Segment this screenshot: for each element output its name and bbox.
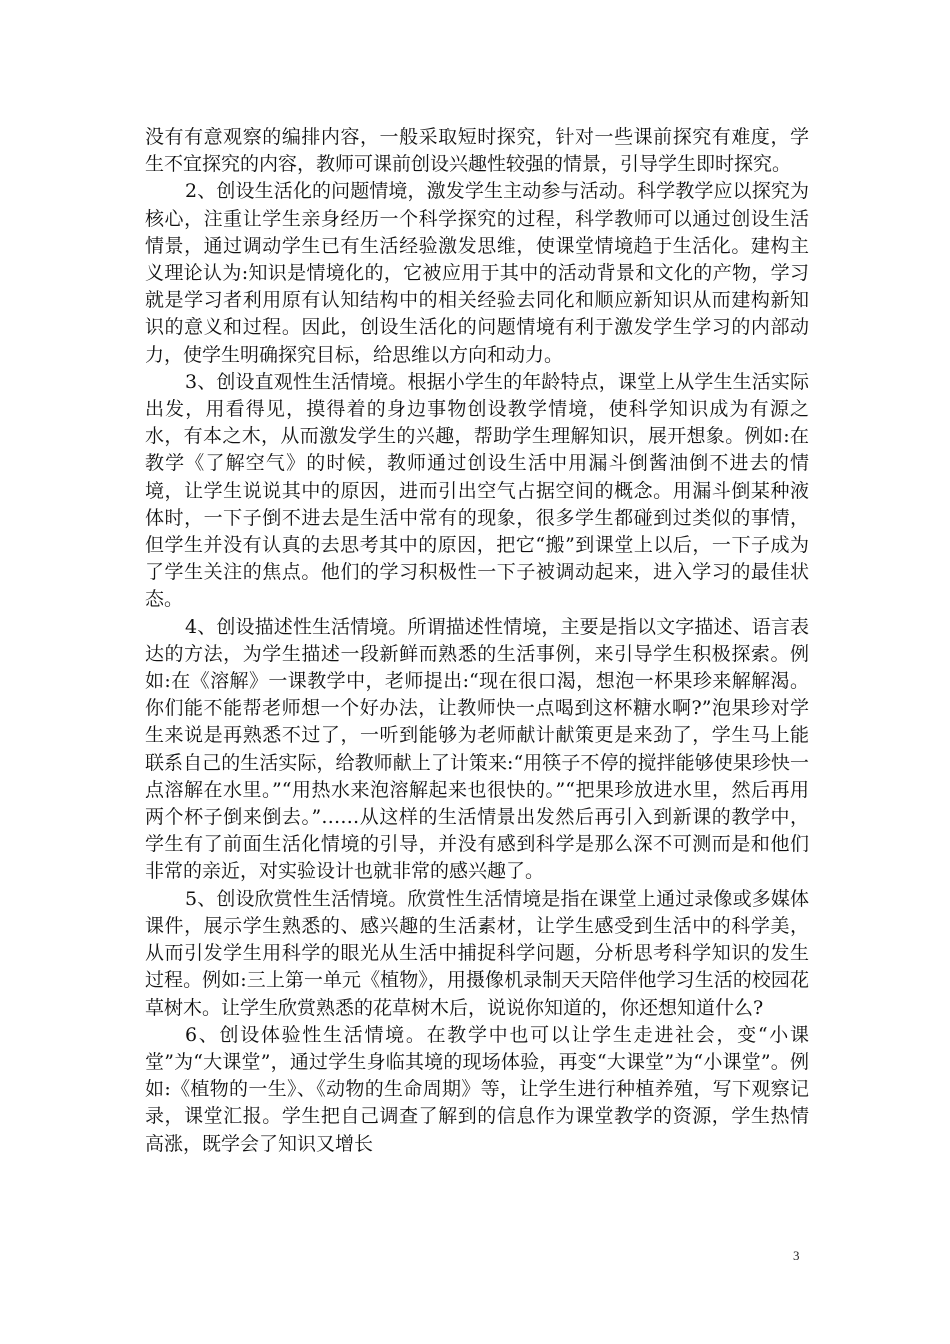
page-number: 3: [793, 1248, 800, 1263]
paragraph-2-life-problem-situation: 2、创设生活化的问题情境，激发学生主动参与活动。科学教学应以探究为核心，注重让学生亲身经历一个科学探究的过程，科学教师可以通过创设生活情景，通过调动学生已有生活经验激发思维，使课堂情境趋于生活化。建构主义理论认为:知识是情境化的，它被应用于其中的活动背景和文化的产物，学习就是学习者利用原有认知结构中的相关经验去同化和顺应新知识从而建构新知识的意义和过程。因此，创设生活化的问题情境有利于激发学生学习的内部动力，使学生明确探究目标，给思维以方向和动力。: [145, 180, 809, 366]
paragraph-6-experiential-situation: 6、创设体验性生活情境。在教学中也可以让学生走进社会，变“小课堂”为“大课堂”，通过学生身临其境的现场体验，再变“大课堂”为“小课堂”。例如:《植物的一生》、《动物的生命周期》等，让学生进行种植养殖，写下观察记录，课堂汇报。学生把自己调查了解到的信息作为课堂教学的资源，学生热情高涨，既学会了知识又增长: [145, 1023, 809, 1155]
document-body: [145, 124, 809, 1158]
paragraph-4-descriptive-situation: 4、创设描述性生活情境。所谓描述性情境，主要是指以文字描述、语言表达的方法，为学生描述一段新鲜而熟悉的生活事例，来引导学生积极探索。例如:在《溶解》一课教学中，老师提出:“现在很口渴，想泡一杯果珍来解解渴。你们能不能帮老师想一个好办法，让教师快一点喝到这杯糖水啊?”泡果珍对学生来说是再熟悉不过了，一听到能够为老师献计献策更是来劲了，学生马上能联系自己的生活实际，给教师献上了计策来:“用筷子不停的搅拌能够使果珍快一点溶解在水里。”“用热水来泡溶解起来也很快的。”“把果珍放进水里，然后再用两个杯子倒来倒去。”……从这样的生活情景出发然后再引入到新课的教学中，学生有了前面生活化情境的引导，并没有感到科学是那么深不可测而是和他们非常的亲近，对实验设计也就非常的感兴趣了。: [145, 615, 809, 883]
paragraph-3-intuitive-situation: 3、创设直观性生活情境。根据小学生的年龄特点，课堂上从学生生活实际出发，用看得见，摸得着的身边事物创设教学情境，使科学知识成为有源之水，有本之木，从而激发学生的兴趣，帮助学生理解知识，展开想象。例如:在教学《了解空气》的时候，教师通过创设生活中用漏斗倒酱油倒不进去的情境，让学生说说其中的原因，进而引出空气占据空间的概念。用漏斗倒某种液体时，一下子倒不进去是生活中常有的现象，很多学生都碰到过类似的事情，但学生并没有认真的去思考其中的原因，把它“搬”到课堂上以后，一下子成为了学生关注的焦点。他们的学习积极性一下子被调动起来，进入学习的最佳状态。: [145, 370, 809, 611]
paragraph-continuation: 没有有意观察的编排内容，一般采取短时探究，针对一些课前探究有难度，学生不宜探究的内容，教师可课前创设兴趣性较强的情景，引导学生即时探究。: [145, 126, 809, 176]
paragraph-5-appreciative-situation: 5、创设欣赏性生活情境。欣赏性生活情境是指在课堂上通过录像或多媒体课件，展示学生熟悉的、感兴趣的生活素材，让学生感受到生活中的科学美，从而引发学生用科学的眼光从生活中捕捉科学问题，分析思考科学知识的发生过程。例如:三上第一单元《植物》，用摄像机录制天天陪伴他学习生活的校园花草树木。让学生欣赏熟悉的花草树木后，说说你知道的，你还想知道什么?: [145, 887, 809, 1019]
